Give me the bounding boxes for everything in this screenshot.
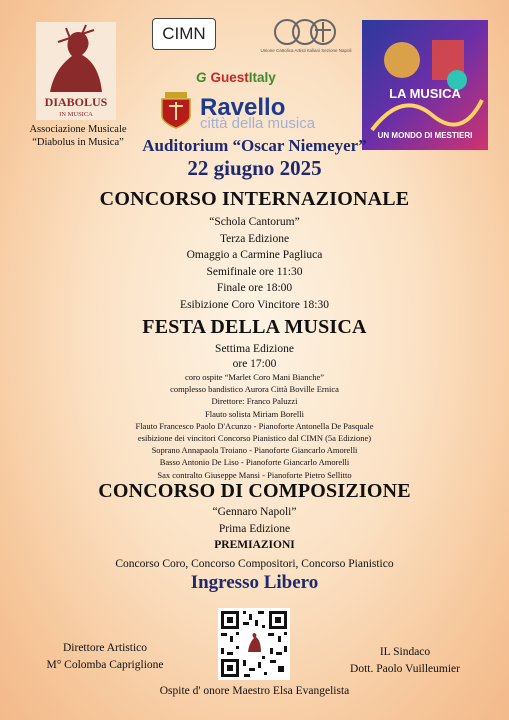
diabolus-logo-sub: IN MUSICA <box>59 111 93 118</box>
ucai-caption: Unione Cattolica Artisti Italiani Sezione Napoli <box>260 48 352 53</box>
section2-detail: Soprano Annapaola Troiano - Pianoforte Giancarlo Amorelli <box>151 445 358 456</box>
artistic-director-name: M° Colomba Capriglione <box>46 659 164 671</box>
guestitaly-mark: G <box>196 69 207 85</box>
event-date: 22 giugno 2025 <box>187 156 322 180</box>
guestitaly-italy: Italy <box>248 69 276 85</box>
section1-line: Finale ore 18:00 <box>216 282 293 294</box>
section2-detail: complesso bandistico Aurora Città Boville Ernica <box>170 384 339 395</box>
festa-musica-poster-image <box>362 20 488 150</box>
section1-line: “Schola Cantorum” <box>209 216 300 228</box>
section3-lines <box>0 504 509 572</box>
mayor-role: IL Sindaco <box>379 646 431 658</box>
artistic-director-role: Direttore Artistico <box>63 642 147 654</box>
section1-line: Omaggio a Carmine Pagliuca <box>186 249 323 261</box>
mayor-block <box>330 644 480 678</box>
poster-title: LA MUSICA <box>389 86 461 101</box>
section1-title: CONCORSO INTERNAZIONALE <box>99 188 410 210</box>
section2-title: FESTA DELLA MUSICA <box>142 316 367 338</box>
section2-detail: Sax contralto Giuseppe Mansi - Pianoforte Pietro Sellitto <box>157 469 352 480</box>
diabolus-logo <box>36 22 116 120</box>
association-line1: Associazione Musicale <box>29 124 127 135</box>
guestitaly-logo <box>196 66 306 88</box>
section2-line: ore 17:00 <box>232 358 277 370</box>
artistic-director-block <box>30 640 180 674</box>
section3-line: “Gennaro Napoli” <box>212 506 297 518</box>
diabolus-logo-text: DIABOLUS <box>44 95 108 109</box>
section2-detail: Flauto Francesco Paolo D'Acunzo - Pianoforte Antonella De Pasquale <box>135 420 374 431</box>
section1-line: Terza Edizione <box>219 232 290 245</box>
section2-detail: coro ospite “Marlet Coro Mani Bianche” <box>184 372 325 382</box>
venue-title: Auditorium “Oscar Niemeyer” <box>142 136 367 155</box>
qr-code <box>218 608 290 680</box>
ravello-sub: città della musica <box>200 115 316 132</box>
guestitaly-guest: Guest <box>210 69 249 85</box>
guest-of-honor: Ospite d' onore Maestro Elsa Evangelista <box>159 685 350 697</box>
ucai-logo <box>265 16 345 62</box>
premiazioni-list: Concorso Coro, Concorso Compositori, Concorso Pianistico <box>115 557 394 570</box>
section2-detail: Basso Antonio De Liso - Pianoforte Giancarlo Amorelli <box>159 457 350 468</box>
section2-lines <box>0 341 509 372</box>
section3-title: CONCORSO DI COMPOSIZIONE <box>98 480 411 502</box>
ravello-crest-icon <box>159 90 193 130</box>
section3-line: Prima Edizione <box>218 522 291 535</box>
section1-line: Semifinale ore 11:30 <box>206 265 303 278</box>
section2-detail: Direttore: Franco Paluzzi <box>211 396 298 407</box>
section2-detail: Flauto solista Miriam Borelli <box>205 408 304 419</box>
section2-line: Settima Edizione <box>215 343 294 355</box>
section1-lines <box>0 214 509 313</box>
association-line2: “Diabolus in Musica” <box>32 137 124 148</box>
section2-detail: esibizione dei vincitori Concorso Pianistico dal CIMN (5a Edizione) <box>137 433 372 444</box>
ravello-name: Ravello <box>200 94 286 121</box>
cimn-logo: CIMN <box>152 18 216 50</box>
section1-line: Esibizione Coro Vincitore 18:30 <box>180 298 329 311</box>
poster-tagline: UN MONDO DI MESTIERI <box>377 131 473 140</box>
mayor-name: Dott. Paolo Vuilleumier <box>350 663 460 675</box>
section2-details <box>0 371 509 481</box>
premiazioni-label: PREMIAZIONI <box>214 539 295 551</box>
ingresso-libero: Ingresso Libero <box>190 572 319 593</box>
